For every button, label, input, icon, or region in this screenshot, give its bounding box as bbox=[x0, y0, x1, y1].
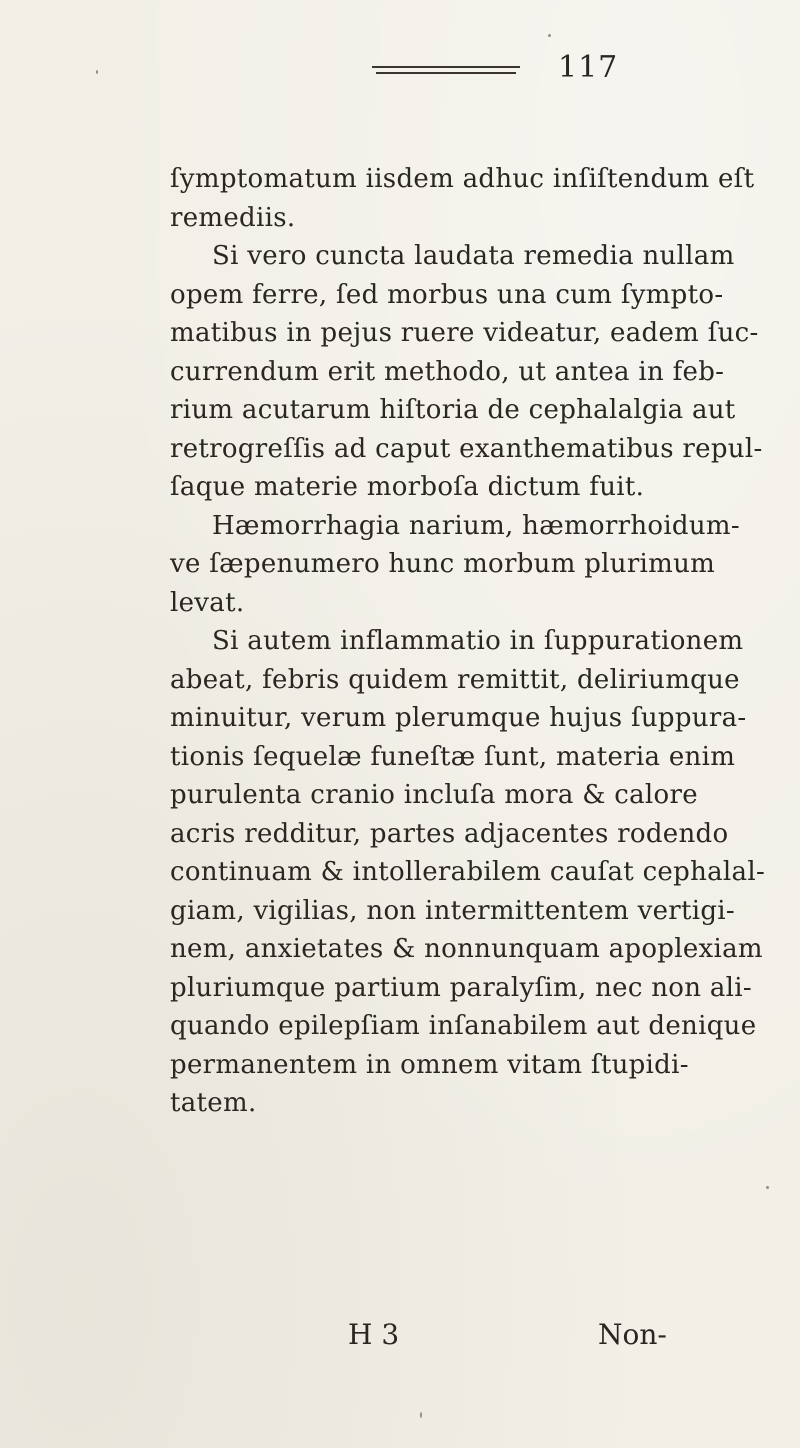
text-line: quando epilepſiam inſanabilem aut denique bbox=[170, 1011, 757, 1041]
text-line: currendum erit methodo, ut antea in feb- bbox=[170, 356, 725, 387]
text-line: tionis ſequelæ funeſtæ ſunt, materia enim bbox=[170, 741, 736, 772]
paper-speck bbox=[420, 1412, 422, 1418]
text-line: Si autem inflammatio in ſuppurationem bbox=[212, 626, 744, 656]
header-rule bbox=[372, 66, 520, 75]
text-line: retrogreſſis ad caput exanthematibus repul- bbox=[170, 433, 763, 464]
text-line: Si vero cuncta laudata remedia nullam bbox=[212, 241, 735, 271]
text-line: giam, vigilias, non intermittentem vertigi- bbox=[170, 895, 736, 926]
text-line: abeat, febris quidem remittit, deliriumque bbox=[170, 664, 740, 695]
signature-mark: H 3 bbox=[348, 1318, 400, 1351]
text-line: permanentem in omnem vitam ſtupidi- bbox=[170, 1049, 689, 1080]
body-text bbox=[170, 160, 770, 1123]
text-line: pluriumque partium paralyſim, nec non ali- bbox=[170, 972, 752, 1003]
text-line: tatem. bbox=[170, 1088, 257, 1118]
text-line: ſymptomatum iisdem adhuc inſiſtendum eſt bbox=[170, 164, 755, 194]
paper-speck bbox=[548, 34, 551, 37]
paper-speck bbox=[96, 70, 98, 74]
text-line: nem, anxietates & nonnunquam apoplexiam bbox=[170, 934, 763, 964]
text-line: acris redditur, partes adjacentes rodendo bbox=[170, 818, 729, 849]
catchword: Non- bbox=[598, 1318, 667, 1351]
text-line: minuitur, verum plerumque hujus ſuppura- bbox=[170, 703, 747, 733]
text-line: ſaque materie morboſa dictum fuit. bbox=[170, 472, 645, 502]
header-rule-line bbox=[376, 72, 516, 74]
text-line: matibus in pejus ruere videatur, eadem ſuc- bbox=[170, 318, 759, 348]
paper-speck bbox=[766, 1186, 769, 1189]
text-line: rium acutarum hiſtoria de cephalalgia aut bbox=[170, 395, 736, 425]
page-number: 117 bbox=[558, 50, 619, 85]
text-line: continuam & intollerabilem cauſat cephalal- bbox=[170, 857, 766, 887]
text-line: ve ſæpenumero hunc morbum plurimum bbox=[170, 549, 716, 579]
text-line: levat. bbox=[170, 587, 245, 618]
text-line: remediis. bbox=[170, 202, 296, 233]
text-line: purulenta cranio incluſa mora & calore bbox=[170, 780, 698, 810]
header-rule-line bbox=[372, 66, 520, 68]
text-line: Hæmorrhagia narium, hæmorrhoidum- bbox=[212, 510, 740, 541]
text-line: opem ferre, ſed morbus una cum ſympto- bbox=[170, 279, 724, 310]
